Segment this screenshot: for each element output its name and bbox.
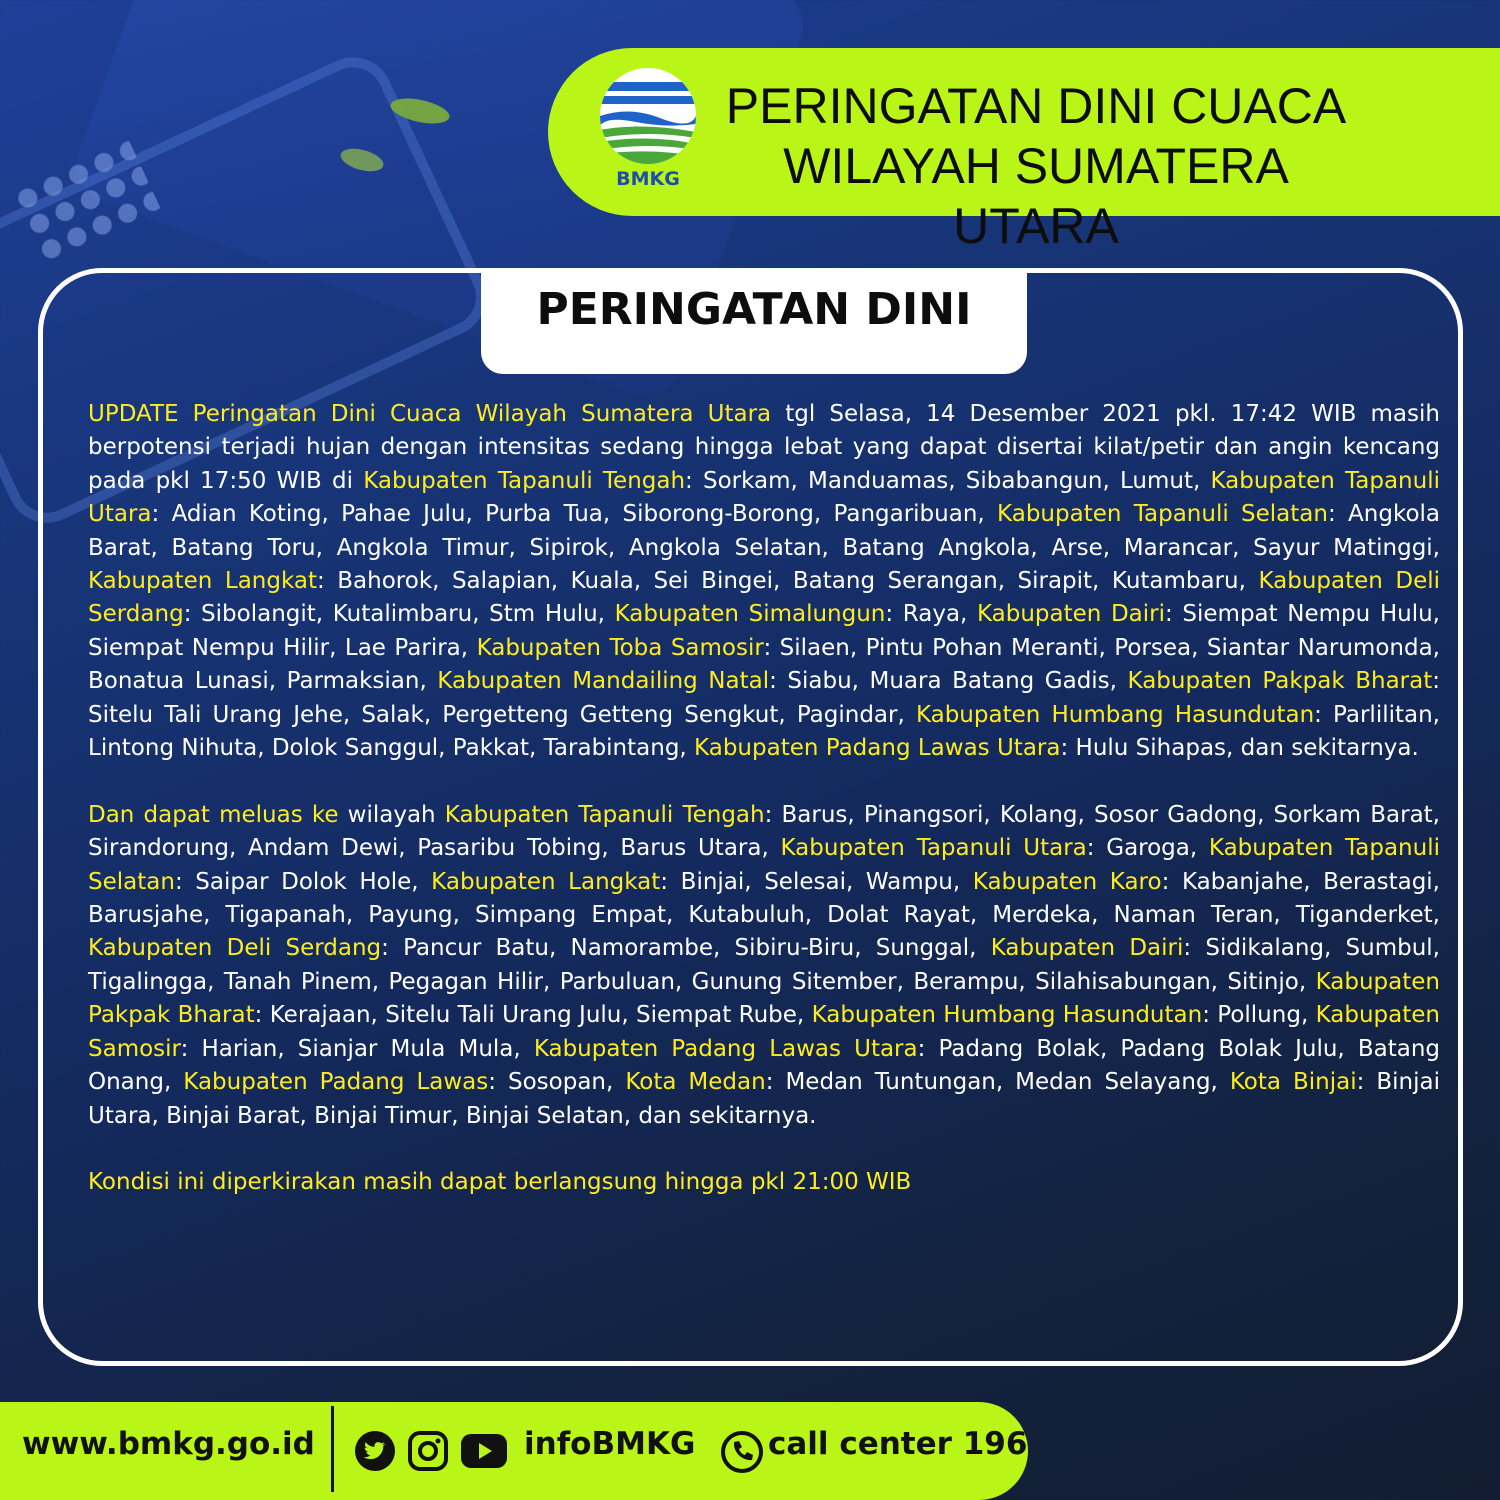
page-title (706, 76, 1366, 256)
website-link[interactable]: www.bmkg.go.id (22, 1426, 315, 1462)
bmkg-logo-emblem (600, 68, 696, 164)
district-list: : Kabanjahe, Berastagi, Barusjahe, Tigapanah, Payung, Simpang Empat, Kutabuluh, Dolat Rayat, Merdeka, Naman Teran, Tiganderket, (88, 868, 1440, 929)
social-handle[interactable]: infoBMKG (524, 1426, 696, 1462)
district-list: : Bahorok, Salapian, Kuala, Sei Bingei, Batang Serangan, Sirapit, Kutambaru, (317, 568, 1259, 595)
warning-paragraph-1 (88, 398, 1440, 765)
district-list: : Sibolangit, Kutalimbaru, Stm Hulu, (183, 601, 615, 628)
region-name: Kabupaten Tapanuli Selatan (997, 501, 1328, 528)
region-name: Kabupaten Tapanuli Utara (780, 835, 1087, 862)
region-name: Kabupaten Pakpak Bharat (88, 968, 1440, 1029)
region-name: Kabupaten Tapanuli Utara (88, 467, 1440, 528)
district-list: : Pollung, (1202, 1002, 1316, 1029)
district-list: : Sidikalang, Sumbul, Tigalingga, Tanah Pinem, Pegagan Hilir, Parbuluan, Gunung Sitember, Berampu, Silahisabungan, Sitinjo, (88, 935, 1440, 995)
region-name: Kabupaten Padang Lawas Utara (533, 1035, 918, 1062)
region-name: Kabupaten Deli Serdang (88, 935, 382, 962)
district-list: : Pancur Batu, Namorambe, Sibiru-Biru, Sunggal, (381, 935, 991, 962)
district-list: : Binjai Utara, Binjai Barat, Binjai Timur, Binjai Selatan, dan sekitarnya. (88, 1069, 1440, 1129)
twitter-icon[interactable] (354, 1430, 396, 1476)
region-name: Kabupaten Samosir (88, 1002, 1440, 1062)
region-name: Kabupaten Langkat (88, 568, 318, 595)
youtube-icon[interactable] (460, 1432, 508, 1474)
bmkg-logo (598, 66, 698, 190)
district-list: : Silaen, Pintu Pohan Meranti, Porsea, Siantar Narumonda, Bonatua Lunasi, Parmaksian, (88, 634, 1440, 695)
district-list: : Padang Bolak, Padang Bolak Julu, Batang Onang, (88, 1035, 1440, 1096)
district-list: : Parlilitan, Lintong Nihuta, Dolok Sanggul, Pakkat, Tarabintang, (88, 701, 1440, 762)
region-name: Kabupaten Humbang Hasundutan (811, 1002, 1203, 1029)
region-name: Kabupaten Langkat (431, 868, 661, 895)
footer-divider (331, 1406, 334, 1492)
region-name: UPDATE Peringatan Dini Cuaca Wilayah Sumatera Utara (88, 401, 772, 427)
region-name: Kabupaten Toba Samosir (476, 634, 764, 661)
district-list: : Angkola Barat, Batang Toru, Angkola Timur, Sipirok, Angkola Selatan, Batang Angkola, Arse, Marancar, Sayur Matinggi, (88, 501, 1441, 561)
instagram-icon[interactable] (407, 1430, 449, 1476)
phone-icon (720, 1430, 764, 1478)
warning-paragraph-2 (88, 799, 1440, 1133)
region-name: Kota Binjai (1229, 1069, 1357, 1096)
district-list: : Sosopan, (488, 1069, 626, 1096)
district-list: : Siabu, Muara Batang Gadis, (769, 668, 1128, 695)
district-list: : Raya, (885, 601, 977, 628)
region-name: Kabupaten Tapanuli Tengah (444, 801, 765, 828)
call-center[interactable]: call center 196 (768, 1426, 1028, 1462)
district-list: : Sitelu Tali Urang Jehe, Salak, Pergetteng Getteng Sengkut, Pagindar, (88, 668, 1440, 728)
region-name: Kabupaten Simalungun (614, 601, 886, 628)
region-name: Kabupaten Padang Lawas Utara (694, 735, 1061, 762)
region-name: Kabupaten Tapanuli Selatan (88, 835, 1440, 895)
bmkg-logo-text: BMKG (616, 168, 680, 190)
district-list: : Medan Tuntungan, Medan Selayang, (765, 1069, 1230, 1096)
district-list: : Adian Koting, Pahae Julu, Purba Tua, Siborong-Borong, Pangaribuan, (151, 501, 998, 528)
district-list: : Saipar Dolok Hole, (174, 868, 432, 895)
district-list: : Sorkam, Manduamas, Sibabangun, Lumut, (685, 467, 1211, 494)
region-name: Kabupaten Pakpak Bharat (1127, 668, 1433, 695)
warning-closing: Kondisi ini diperkirakan masih dapat berlangsung hingga pkl 21:00 WIB (88, 1169, 912, 1196)
card-label: PERINGATAN DINI (536, 284, 972, 335)
district-list: : Garoga, (1086, 835, 1209, 862)
region-name: Kabupaten Humbang Hasundutan (915, 701, 1315, 728)
region-name: Kabupaten Dairi (976, 601, 1166, 628)
region-name: Kota Medan (625, 1069, 766, 1096)
district-list: : Harian, Sianjar Mula Mula, (180, 1035, 534, 1062)
region-name: Kabupaten Tapanuli Tengah (363, 467, 686, 494)
district-list: : Hulu Sihapas, dan sekitarnya. (1060, 735, 1419, 762)
district-list: : Binjai, Selesai, Wampu, (660, 868, 973, 895)
district-list: : Siempat Nempu Hulu, Siempat Nempu Hilir, Lae Parira, (88, 601, 1440, 661)
region-name: Kabupaten Dairi (990, 935, 1184, 962)
page-title-line1: PERINGATAN DINI CUACA (725, 78, 1347, 134)
warning-content (88, 398, 1440, 1233)
region-name: Kabupaten Deli Serdang (88, 568, 1441, 628)
district-list: : Barus, Pinangsori, Kolang, Sosor Gadong, Sorkam Barat, Sirandorung, Andam Dewi, Pasaribu Tobing, Barus Utara, (88, 801, 1440, 862)
district-list: : Kerajaan, Sitelu Tali Urang Julu, Siempat Rube, (254, 1002, 812, 1029)
region-name: Dan dapat meluas ke (88, 801, 339, 828)
region-name: Kabupaten Padang Lawas (183, 1069, 489, 1096)
region-name: Kabupaten Mandailing Natal (437, 668, 770, 695)
region-name: Kabupaten Karo (972, 868, 1162, 895)
page-title-line2: WILAYAH SUMATERA UTARA (783, 138, 1289, 254)
district-list: wilayah (338, 801, 445, 828)
district-list: tgl Selasa, 14 Desember 2021 pkl. 17:42 WIB masih berpotensi terjadi hujan dengan intensitas sedang hingga lebat yang dapat disertai kilat/petir dan angin kencang pada pkl 17:50 WIB di (88, 401, 1440, 494)
